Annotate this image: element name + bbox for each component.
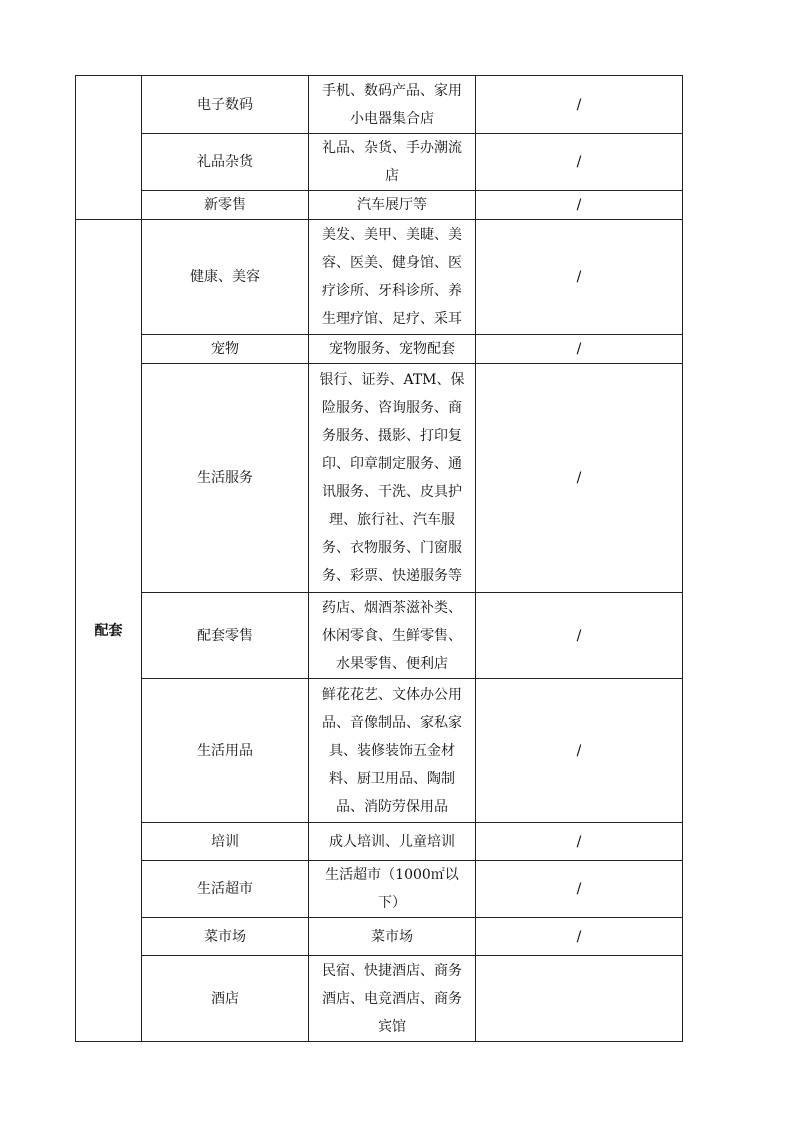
- description-text: 手机、数码产品、家用小电器集合店: [322, 82, 462, 127]
- category-cell: 礼品杂货: [142, 134, 309, 191]
- table-row: [76, 823, 683, 861]
- description-cell: [309, 191, 476, 220]
- description-cell: [309, 861, 476, 918]
- description-cell: [309, 220, 476, 335]
- mark-cell: /: [476, 335, 683, 364]
- category-cell: 健康、美容: [142, 220, 309, 335]
- mark-cell: /: [476, 918, 683, 956]
- description-text: 美发、美甲、美睫、美容、医美、健身馆、医疗诊所、牙科诊所、养生理疗馆、足疗、采耳: [322, 227, 462, 327]
- mark-cell: /: [476, 679, 683, 823]
- mark-cell: [476, 956, 683, 1042]
- mark-cell: /: [476, 823, 683, 861]
- table-row: [76, 76, 683, 134]
- description-text: 成人培训、儿童培训: [329, 833, 455, 850]
- group-cell-top: [76, 76, 142, 220]
- description-cell: [309, 364, 476, 593]
- description-text: 药店、烟酒茶滋补类、休闲零食、生鲜零售、水果零售、便利店: [322, 599, 462, 672]
- table-row: [76, 364, 683, 593]
- table-row: [76, 335, 683, 364]
- category-cell: 生活用品: [142, 679, 309, 823]
- table-row: [76, 679, 683, 823]
- description-text: 宠物服务、宠物配套: [329, 341, 455, 357]
- table-row: [76, 861, 683, 918]
- description-text: 汽车展厅等: [357, 197, 427, 213]
- description-cell: [309, 76, 476, 134]
- mark-cell: /: [476, 76, 683, 134]
- mark-cell: /: [476, 593, 683, 679]
- category-cell: 电子数码: [142, 76, 309, 134]
- category-cell: 酒店: [142, 956, 309, 1042]
- category-cell: 生活服务: [142, 364, 309, 593]
- description-text: 礼品、杂货、手办潮流店: [322, 140, 462, 184]
- description-cell: [309, 134, 476, 191]
- table-row: [76, 134, 683, 191]
- mark-cell: /: [476, 191, 683, 220]
- mark-cell: /: [476, 134, 683, 191]
- category-cell: 新零售: [142, 191, 309, 220]
- category-cell: 宠物: [142, 335, 309, 364]
- description-text: 民宿、快捷酒店、商务酒店、电竞酒店、商务宾馆: [322, 962, 462, 1035]
- mark-cell: /: [476, 861, 683, 918]
- description-cell: [309, 593, 476, 679]
- category-cell: 培训: [142, 823, 309, 861]
- description-text: 菜市场: [371, 928, 413, 945]
- category-table: [75, 75, 683, 1042]
- mark-cell: /: [476, 364, 683, 593]
- category-cell: 生活超市: [142, 861, 309, 918]
- table-row: [76, 956, 683, 1042]
- category-cell: 菜市场: [142, 918, 309, 956]
- description-cell: [309, 335, 476, 364]
- description-text: 鲜花花艺、文体办公用品、音像制品、家私家具、装修装饰五金材料、厨卫用品、陶制品、消防劳保用品: [322, 686, 462, 815]
- group-label-cell: 配套: [76, 220, 142, 1042]
- description-cell: [309, 823, 476, 861]
- table-row: [76, 593, 683, 679]
- category-cell: 配套零售: [142, 593, 309, 679]
- description-text: 生活超市（1000㎡以下）: [325, 867, 459, 911]
- description-cell: [309, 956, 476, 1042]
- description-cell: [309, 918, 476, 956]
- table-row: [76, 918, 683, 956]
- table-row: [76, 220, 683, 335]
- description-cell: [309, 679, 476, 823]
- description-text: 银行、证券、ATM、保险服务、咨询服务、商务服务、摄影、打印复印、印章制定服务、通讯服务、干洗、皮具护理、旅行社、汽车服务、衣物服务、门窗服务、彩票、快递服务等: [319, 372, 465, 584]
- mark-cell: /: [476, 220, 683, 335]
- table-row: [76, 191, 683, 220]
